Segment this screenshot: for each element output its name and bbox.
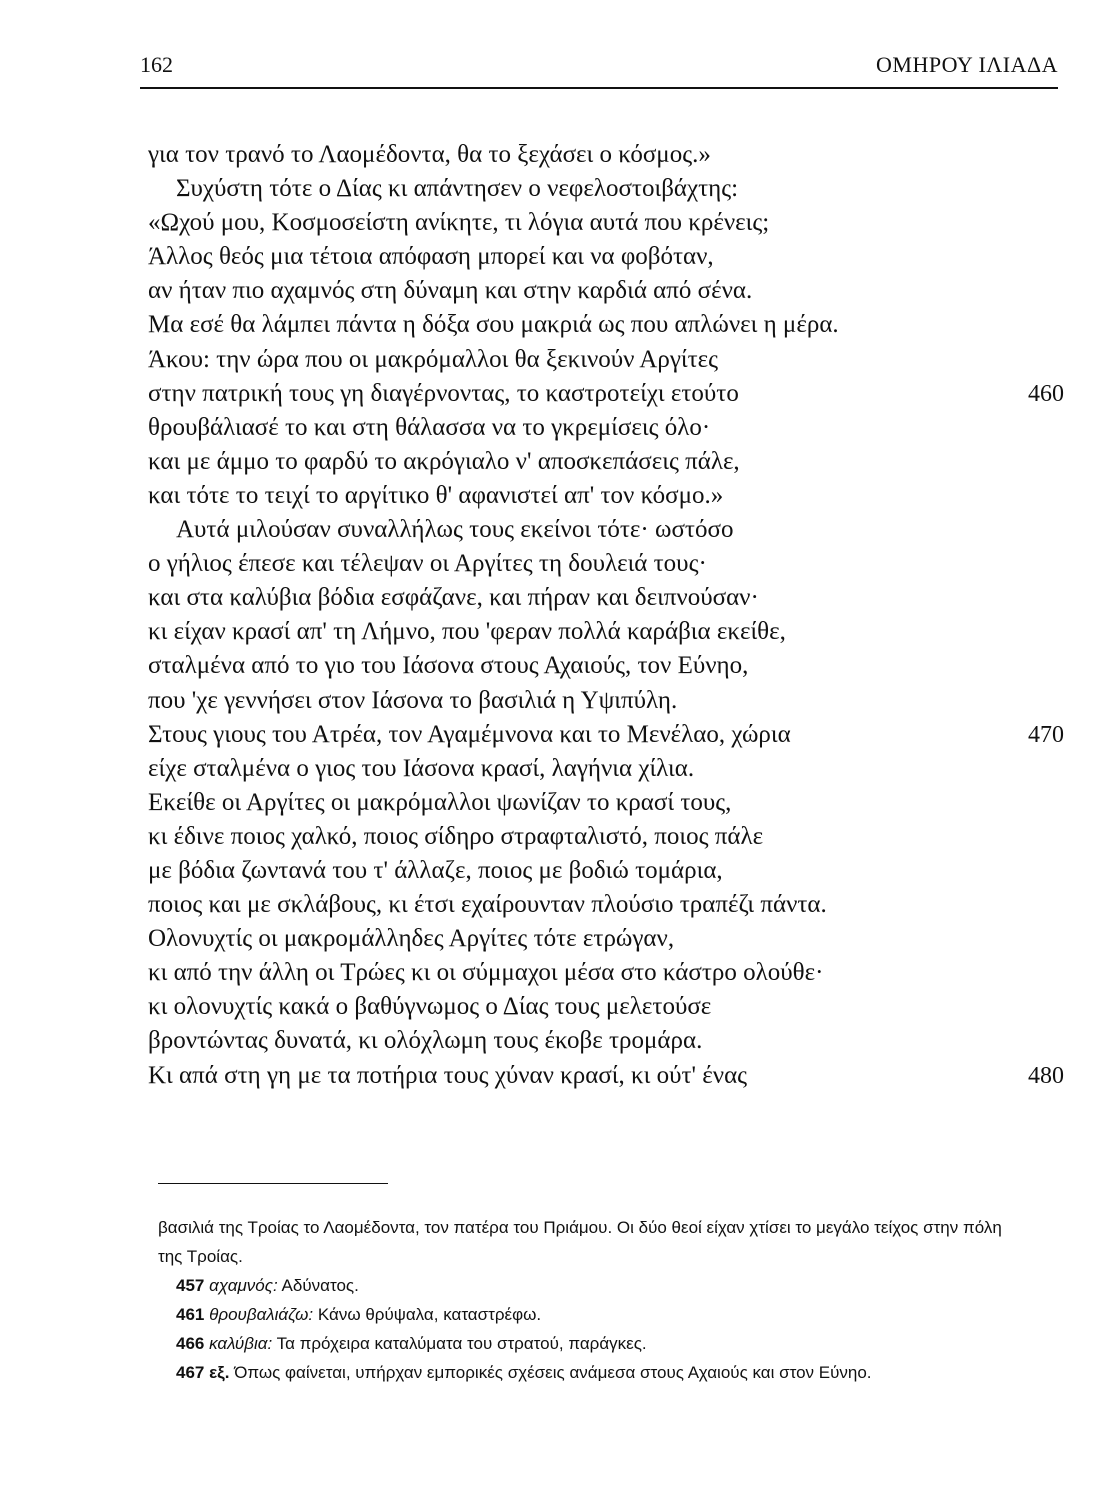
verse-line (148, 411, 1068, 445)
verse-text: ποιος και με σκλάβους, κι έτσι εχαίρουνταν πλούσιο τραπέζι πάντα. (148, 891, 827, 919)
verse-text: Κι απά στη γη με τα ποτήρια τους χύναν κρασί, κι ούτ' ένας (148, 1061, 748, 1089)
verse-text: Στους γιους του Ατρέα, τον Αγαμέμνονα και το Μενέλαο, χώρια (148, 720, 791, 748)
verse-text: και στα καλύβια βόδια εσφάζανε, και πήραν και δειπνούσαν· (148, 584, 759, 612)
footnote-term: καλύβια: (209, 1334, 273, 1353)
line-number: 480 (1028, 1062, 1064, 1089)
verse-text: κι από την άλλη οι Τρώες κι οι σύμμαχοι μέσα στο κάστρο ολούθε· (148, 959, 824, 987)
verse-text: ο γήλιος έπεσε και τέλεψαν οι Αργίτες τη δουλειά τους· (148, 550, 707, 578)
verse-text: Ολονυχτίς οι μακρομάλληδες Αργίτες τότε ετρώγαν, (148, 925, 675, 953)
verse-text: στην πατρική τους γη διαγέρνοντας, το καστροτείχι ετούτο (148, 379, 739, 407)
footnote (158, 1300, 1008, 1329)
verse-line (148, 752, 1068, 786)
running-title: ΟΜΗΡΟΥ ΙΛΙΑΔΑ (876, 52, 1058, 77)
verse-text: Αυτά μιλούσαν συναλλήλως τους εκείνοι τότε· ωστόσο (176, 516, 734, 544)
verse-text: είχε σταλμένα ο γιος του Ιάσονα κρασί, λαγήνια χίλια. (148, 754, 695, 782)
verse-line (148, 274, 1068, 308)
verse-line (148, 820, 1068, 854)
verse-line (148, 513, 1068, 547)
verse-line (148, 718, 1068, 752)
verse-text: κι έδινε ποιος χαλκό, ποιος σίδηρο στραφταλιστό, ποιος πάλε (148, 822, 764, 850)
verse-block (148, 138, 1068, 1093)
footnote-text: Όπως φαίνεται, υπήρχαν εμπορικές σχέσεις ανάμεσα στους Αχαιούς και στον Εύνηο. (234, 1363, 872, 1382)
footnote-rule (158, 1183, 388, 1184)
footnotes (158, 1213, 1008, 1387)
verse-line (148, 172, 1068, 206)
verse-text: που 'χε γεννήσει στον Ιάσονα το βασιλιά η Υψιπύλη. (148, 686, 678, 714)
verse-text: βροντώντας δυνατά, κι ολόχλωμη τους έκοβε τρομάρα. (148, 1027, 703, 1055)
verse-line (148, 1024, 1068, 1058)
verse-line (148, 581, 1068, 615)
footnote (158, 1271, 1008, 1300)
verse-text: Συχύστη τότε ο Δίας κι απάντησεν ο νεφελοστοιβάχτης: (176, 175, 739, 203)
page-header (140, 52, 1058, 86)
header-rule (140, 87, 1058, 89)
verse-text: και τότε το τειχί το αργίτικο θ' αφανιστεί απ' τον κόσμο.» (148, 481, 724, 509)
footnote-text: Κάνω θρύψαλα, καταστρέφω. (317, 1305, 542, 1324)
verse-line (148, 308, 1068, 342)
footnote-text: Τα πρόχειρα καταλύματα του στρατού, παράγκες. (276, 1334, 647, 1353)
page-number: 162 (140, 52, 173, 77)
verse-text: κι ολονυχτίς κακά ο βαθύγνωμος ο Δίας τους μελετούσε (148, 993, 712, 1021)
verse-text: Άλλος θεός μια τέτοια απόφαση μπορεί και να φοβόταν, (148, 243, 714, 271)
footnote-number: 467 εξ. (176, 1363, 230, 1382)
verse-line (148, 547, 1068, 581)
footnote-term: αχαμνός: (209, 1276, 278, 1295)
verse-line (148, 240, 1068, 274)
verse-line (148, 206, 1068, 240)
verse-text: Εκείθε οι Αργίτες οι μακρόμαλλοι ψωνίζαν το κρασί τους, (148, 788, 732, 816)
verse-line (148, 343, 1068, 377)
verse-line (148, 956, 1068, 990)
footnote-continuation: βασιλιά της Τροίας το Λαομέδοντα, τον πατέρα του Πριάμου. Οι δύο θεοί είχαν χτίσει το μεγάλο τείχος στην πόλη της Τροίας. (158, 1218, 1002, 1266)
verse-line (148, 888, 1068, 922)
verse-line (148, 854, 1068, 888)
footnote-text: Αδύνατος. (281, 1276, 359, 1295)
footnote-number: 461 (176, 1305, 205, 1324)
footnote-number: 457 (176, 1276, 205, 1295)
verse-line (148, 615, 1068, 649)
verse-text: Άκου: την ώρα που οι μακρόμαλλοι θα ξεκινούν Αργίτες (148, 345, 719, 373)
verse-line (148, 377, 1068, 411)
verse-text: για τον τρανό το Λαομέδοντα, θα το ξεχάσει ο κόσμος.» (148, 141, 711, 168)
verse-line (148, 684, 1068, 718)
verse-line (148, 445, 1068, 479)
verse-text: και με άμμο το φαρδύ το ακρόγιαλο ν' αποσκεπάσεις πάλε, (148, 447, 740, 475)
verse-text: «Ωχού μου, Κοσμοσείστη ανίκητε, τι λόγια αυτά που κρένεις; (148, 209, 770, 237)
verse-line (148, 479, 1068, 513)
footnote (158, 1329, 1008, 1358)
verse-line (148, 138, 1068, 172)
footnote-term: θρουβαλιάζω: (209, 1305, 314, 1324)
verse-line (148, 1059, 1068, 1093)
line-number: 460 (1028, 380, 1064, 407)
verse-line (148, 922, 1068, 956)
line-number: 470 (1028, 721, 1064, 748)
verse-text: με βόδια ζωντανά του τ' άλλαζε, ποιος με βοδιώ τομάρια, (148, 856, 723, 884)
verse-text: Μα εσέ θα λάμπει πάντα η δόξα σου μακριά ως που απλώνει η μέρα. (148, 311, 839, 339)
verse-line (148, 649, 1068, 683)
verse-text: σταλμένα από το γιο του Ιάσονα στους Αχαιούς, τον Εύνηο, (148, 652, 749, 680)
verse-text: κι είχαν κρασί απ' τη Λήμνο, που 'φεραν πολλά καράβια εκείθε, (148, 618, 786, 646)
verse-text: αν ήταν πιο αχαμνός στη δύναμη και στην καρδιά από σένα. (148, 277, 753, 305)
verse-text: θρουβάλιασέ το και στη θάλασσα να το γκρεμίσεις όλο· (148, 413, 711, 441)
verse-line (148, 786, 1068, 820)
verse-line (148, 990, 1068, 1024)
footnote (158, 1358, 1008, 1387)
footnote-number: 466 (176, 1334, 205, 1353)
